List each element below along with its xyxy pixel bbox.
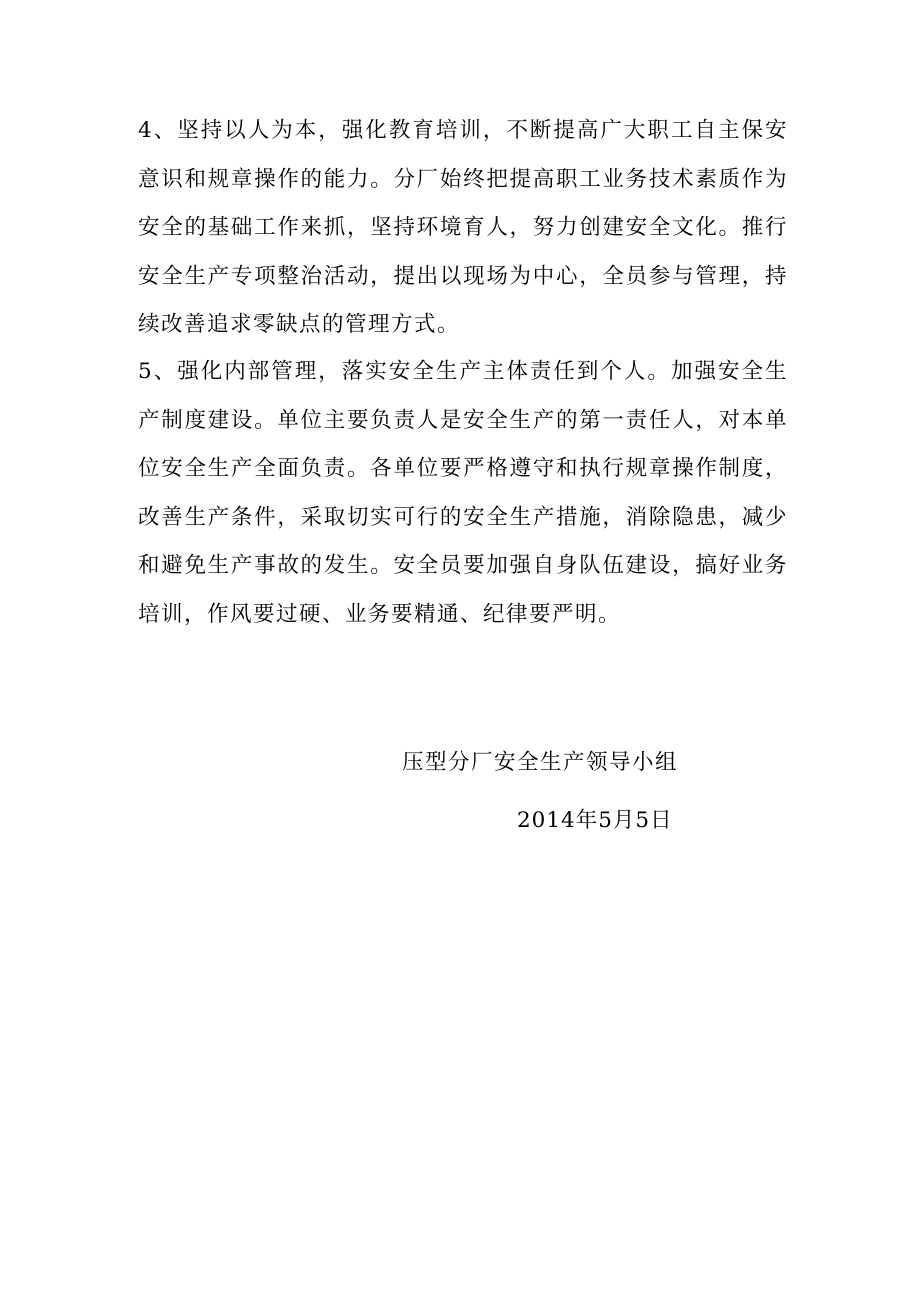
document-date: 2014年5月5日 — [517, 808, 673, 833]
paragraph-item-4: 4、坚持以人为本，强化教育培训，不断提高广大职工自主保安意识和规章操作的能力。分厂始终把提高职工业务技术素质作为安全的基础工作来抓，坚持环境育人，努力创建安全文化。推行安全生产专项整治活动，提出以现场为中心，全员参与管理，持续改善追求零缺点的管理方式。 — [138, 118, 788, 337]
signature-organization: 压型分厂安全生产领导小组 — [402, 750, 679, 775]
paragraph-item-5: 5、强化内部管理，落实安全生产主体责任到个人。加强安全生产制度建设。单位主要负责人是安全生产的第一责任人，对本单位安全生产全面负责。各单位要严格遵守和执行规章操作制度，改善生产条件，采取切实可行的安全生产措施，消除隐患，减少和避免生产事故的发生。安全员要加强自身队伍建设，搞好业务培训，作风要过硬、业务要精通、纪律要严明。 — [138, 359, 788, 627]
